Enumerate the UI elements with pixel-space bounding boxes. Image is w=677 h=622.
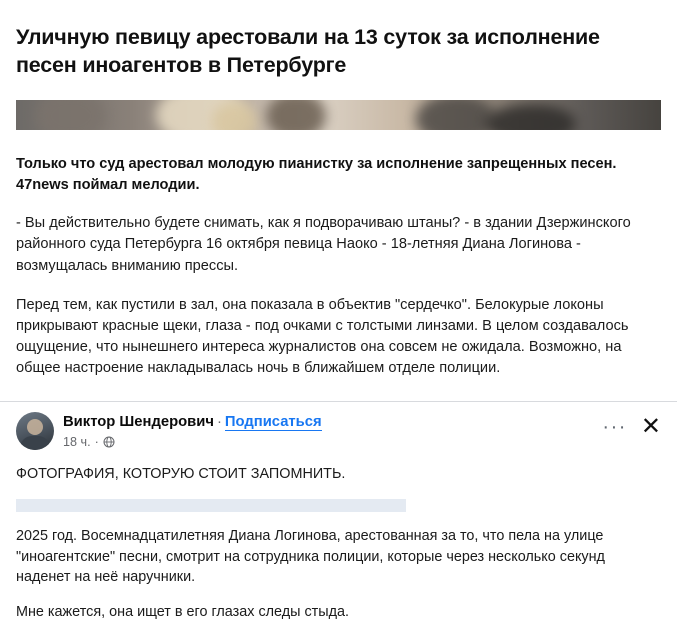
avatar-face <box>27 419 43 435</box>
post-text-line-2: 2025 год. Восемнадцатилетняя Диана Логинова, арестованная за то, что пела на улице "иноагентские" песни, смотрит на сотрудника полиции, которые через несколько секунд наденет на неё наручники. <box>16 528 605 586</box>
post-author-block <box>63 412 602 448</box>
post-timestamp[interactable]: 18 ч. <box>63 434 91 449</box>
hero-blob <box>486 104 576 130</box>
post-header <box>16 412 661 450</box>
separator-dot: · <box>216 414 222 431</box>
author-line <box>63 413 602 431</box>
page-title: Уличную певицу арестовали на 13 суток за исполнение песен иноагентов в Петербурге <box>16 25 600 77</box>
globe-icon <box>103 436 115 448</box>
hero-blob <box>212 102 258 130</box>
follow-button[interactable]: Подписаться <box>224 414 322 431</box>
avatar <box>16 412 54 450</box>
embedded-social-post <box>0 402 677 450</box>
avatar-body <box>20 436 50 450</box>
article-paragraph-1: - Вы действительно будете снимать, как я подворачиваю штаны? - в здании Дзержинского районного суда Петербурга 16 октября певица Наоко - 18-летняя Диана Логинова - возмущалась вниманию прессы. <box>16 215 631 274</box>
post-body <box>0 464 677 622</box>
redaction-bar <box>16 499 406 512</box>
hero-blob <box>36 100 106 130</box>
post-text-line-3: Мне кажется, она ищет в его глазах следы стыда. <box>16 603 349 620</box>
close-icon[interactable]: ✕ <box>640 413 661 441</box>
more-options-icon[interactable]: ··· <box>602 416 627 439</box>
post-author-name[interactable]: Виктор Шендерович <box>63 414 214 431</box>
separator-dot: · <box>94 434 99 449</box>
post-actions <box>602 412 661 441</box>
hero-blob <box>266 100 326 130</box>
post-meta <box>63 435 602 449</box>
post-text-line-1: ФОТОГРАФИЯ, КОТОРУЮ СТОИТ ЗАПОМНИТЬ. <box>16 466 346 483</box>
article-paragraph-2: Перед тем, как пустили в зал, она показала в объектив "сердечко". Белокурые локоны прикрывают красные щеки, глаза - под очками с толстыми линзами. В целом создавалось ощущение, что нынешнего интереса журналистов она совсем не ожидала. Возможно, на общее настроение накладывалась ночь в ближайшем отделе полиции. <box>16 296 629 377</box>
article-page <box>0 14 677 620</box>
hero-blob <box>416 100 496 130</box>
hero-image <box>16 100 661 130</box>
article-lead: Только что суд арестовал молодую пианистку за исполнение запрещенных песен. 47news поймал мелодии. <box>16 155 617 193</box>
article-body <box>0 154 677 380</box>
